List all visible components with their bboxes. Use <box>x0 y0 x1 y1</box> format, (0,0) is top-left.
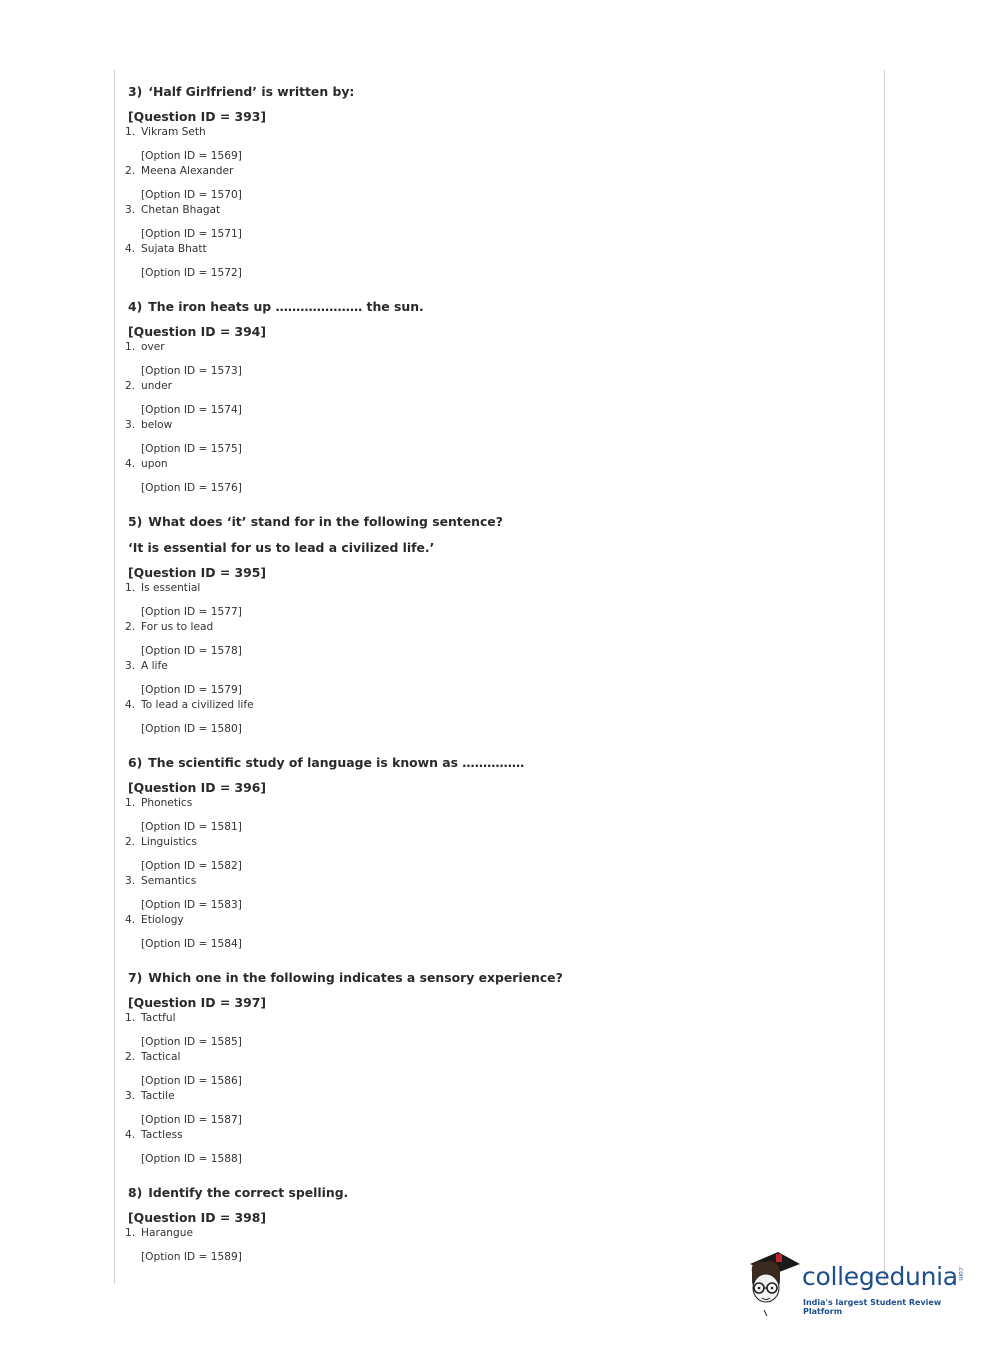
option-id: [Option ID = 1570] <box>141 189 242 201</box>
option-text: To lead a civilized life <box>141 699 254 711</box>
option-number: 3. <box>125 204 136 216</box>
option-number: 3. <box>125 419 136 431</box>
question-block <box>125 969 865 1167</box>
option-item <box>125 913 865 952</box>
option-item <box>125 418 865 457</box>
option-text: Tactless <box>141 1129 183 1141</box>
right-margin-rule <box>884 70 885 1284</box>
option-text: Sujata Bhatt <box>141 243 207 255</box>
question-number: 3) <box>128 84 143 99</box>
option-number: 2. <box>125 380 136 392</box>
option-id: [Option ID = 1581] <box>141 821 242 833</box>
question-number: 5) <box>128 514 143 529</box>
question-id: [Question ID = 393] <box>128 109 267 124</box>
question-title <box>128 83 865 101</box>
option-item <box>125 242 865 281</box>
question-id: [Question ID = 398] <box>128 1210 267 1225</box>
option-text: Chetan Bhagat <box>141 204 221 216</box>
question-id: [Question ID = 397] <box>128 995 267 1010</box>
option-item <box>125 457 865 496</box>
option-id: [Option ID = 1574] <box>141 404 242 416</box>
option-item <box>125 796 865 835</box>
option-item <box>125 581 865 620</box>
option-number: 1. <box>125 341 136 353</box>
question-text: The scientific study of language is known as …………… <box>148 755 525 770</box>
option-text: Tactful <box>141 1012 176 1024</box>
option-number: 4. <box>125 699 136 711</box>
question-id: [Question ID = 394] <box>128 324 267 339</box>
option-id: [Option ID = 1580] <box>141 723 242 735</box>
option-id: [Option ID = 1573] <box>141 365 242 377</box>
question-block <box>125 513 865 737</box>
question-block <box>125 298 865 496</box>
option-text: Linguistics <box>141 836 197 848</box>
option-id: [Option ID = 1571] <box>141 228 242 240</box>
option-number: 3. <box>125 1090 136 1102</box>
option-id: [Option ID = 1587] <box>141 1114 242 1126</box>
option-id: [Option ID = 1582] <box>141 860 242 872</box>
question-title <box>128 1184 865 1202</box>
option-number: 3. <box>125 660 136 672</box>
option-item <box>125 164 865 203</box>
option-id: [Option ID = 1575] <box>141 443 242 455</box>
question-title <box>128 513 865 531</box>
option-number: 2. <box>125 165 136 177</box>
option-id: [Option ID = 1585] <box>141 1036 242 1048</box>
question-title <box>128 298 865 316</box>
option-text: For us to lead <box>141 621 214 633</box>
mascot-icon <box>742 1248 804 1320</box>
option-number: 1. <box>125 1227 136 1239</box>
logo-tagline: India's largest Student Review Platform <box>803 1298 942 1316</box>
option-item <box>125 1128 865 1167</box>
option-number: 2. <box>125 836 136 848</box>
option-text: Meena Alexander <box>141 165 234 177</box>
option-id: [Option ID = 1578] <box>141 645 242 657</box>
option-id: [Option ID = 1586] <box>141 1075 242 1087</box>
question-text: Identify the correct spelling. <box>148 1185 349 1200</box>
option-item <box>125 340 865 379</box>
option-id: [Option ID = 1577] <box>141 606 242 618</box>
option-text: Phonetics <box>141 797 193 809</box>
question-text: Which one in the following indicates a sensory experience? <box>148 970 563 985</box>
option-number: 1. <box>125 126 136 138</box>
option-item <box>125 379 865 418</box>
question-list <box>125 83 865 1282</box>
option-number: 4. <box>125 458 136 470</box>
logo-brand-text: collegedunia <box>802 1262 958 1291</box>
option-number: 1. <box>125 1012 136 1024</box>
option-text: Harangue <box>141 1227 193 1239</box>
option-item <box>125 1050 865 1089</box>
option-number: 1. <box>125 582 136 594</box>
question-block <box>125 754 865 952</box>
option-text: upon <box>141 458 168 470</box>
option-text: over <box>141 341 165 353</box>
option-id: [Option ID = 1588] <box>141 1153 242 1165</box>
question-title <box>128 754 865 772</box>
option-number: 4. <box>125 243 136 255</box>
question-title <box>128 969 865 987</box>
option-item <box>125 203 865 242</box>
question-id: [Question ID = 396] <box>128 780 267 795</box>
option-id: [Option ID = 1583] <box>141 899 242 911</box>
option-item <box>125 874 865 913</box>
question-sentence: ‘It is essential for us to lead a civilized life.’ <box>128 540 435 555</box>
question-text: The iron heats up ………………… the sun. <box>148 299 424 314</box>
option-text: Is essential <box>141 582 201 594</box>
option-number: 4. <box>125 1129 136 1141</box>
option-text: Vikram Seth <box>141 126 206 138</box>
option-text: A life <box>141 660 168 672</box>
option-number: 3. <box>125 875 136 887</box>
option-id: [Option ID = 1589] <box>141 1251 242 1263</box>
option-item <box>125 1089 865 1128</box>
question-number: 4) <box>128 299 143 314</box>
option-item <box>125 698 865 737</box>
option-id: [Option ID = 1572] <box>141 267 242 279</box>
logo-com-text: .com <box>957 1266 964 1281</box>
option-item <box>125 620 865 659</box>
left-margin-rule <box>114 70 115 1284</box>
option-item <box>125 835 865 874</box>
question-text: What does ‘it’ stand for in the following sentence? <box>148 514 503 529</box>
option-number: 4. <box>125 914 136 926</box>
option-item <box>125 125 865 164</box>
option-text: under <box>141 380 173 392</box>
question-number: 6) <box>128 755 143 770</box>
question-text: ‘Half Girlfriend’ is written by: <box>148 84 355 99</box>
option-text: Semantics <box>141 875 197 887</box>
question-id: [Question ID = 395] <box>128 565 267 580</box>
option-text: below <box>141 419 173 431</box>
option-text: Tactile <box>141 1090 175 1102</box>
option-id: [Option ID = 1579] <box>141 684 242 696</box>
collegedunia-logo <box>742 1248 972 1320</box>
question-number: 7) <box>128 970 143 985</box>
option-id: [Option ID = 1569] <box>141 150 242 162</box>
option-text: Etiology <box>141 914 184 926</box>
question-block <box>125 83 865 281</box>
option-number: 2. <box>125 621 136 633</box>
option-item <box>125 659 865 698</box>
option-item <box>125 1011 865 1050</box>
option-text: Tactical <box>141 1051 181 1063</box>
option-number: 1. <box>125 797 136 809</box>
question-number: 8) <box>128 1185 143 1200</box>
option-number: 2. <box>125 1051 136 1063</box>
option-id: [Option ID = 1576] <box>141 482 242 494</box>
option-id: [Option ID = 1584] <box>141 938 242 950</box>
